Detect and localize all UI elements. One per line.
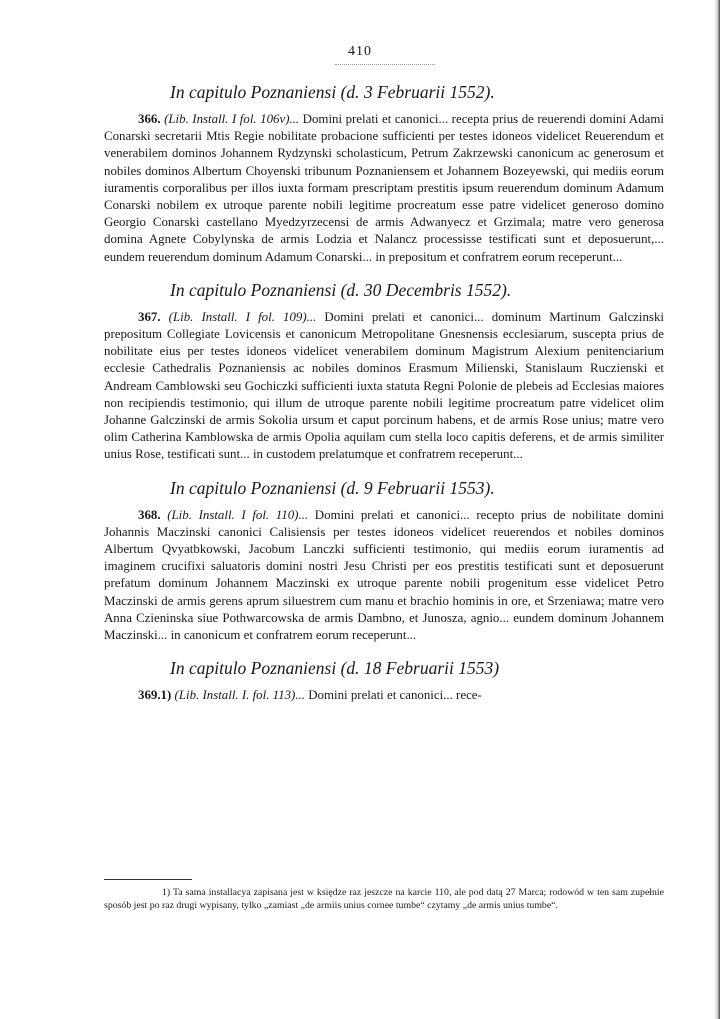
entry-number: 369.1): [138, 688, 172, 703]
footnote-mark: 1): [162, 887, 171, 898]
entry-number: 366.: [138, 112, 161, 126]
section-366: [104, 82, 664, 266]
entry-paragraph: [104, 507, 664, 645]
entry-paragraph: [104, 111, 664, 266]
entry-text: Domini prelati et canonici... recepta prius de reuerendi domini Adami Conarski secretarii Mtis Regie nobilitate probacione sufficienti per testes idoneos videlicet Reuerendum et venerabilem dominos Johannem Rydzynski scholasticum, Petrum Zakrzewski canonicum ac generosum et nobiles dominos Albertum Choyenski tribunum Poznaniensem et Johannem Bozeyewski, qui mediis eorum iuramentis corporalibus per illos iuxta formam prescriptam prestitis ipsum reuerendum dominum Adamum Conarski nobilem ex utroque parente nobili legitime procreatum esse patre videlicet generoso domino Georgio Conarski castellano Myedzyrzecensi de armis Adwanyecz et Grzimala; matre vero generosa domina Agnete Cobylynska de armis Lodzia et Nalancz processisse testificati sunt et deposuerunt,... eundem reuerendum dominum Adamum Conarski... in prepositum et confratrem eorum receperunt...: [104, 112, 664, 264]
section-heading: In capitulo Poznaniensi (d. 9 Februarii 1553).: [170, 477, 495, 498]
entry-text: Domini prelati et canonici... dominum Martinum Galczinski prepositum Collegiate Lovicensis et canonicum Metropolitane Gnesnensis ecclesiarum, suscepta prius de nobilitate eius per testes idoneos videlicet venerabilem dominum Magistrum Alexium penitenciarium ecclesie Cathedralis Poznaniensis ac nobiles dominos Erasmum Milienski, Stanislaum Ruczienski et Andream Camblowski seu Gochiczki sufficienti iuxta statuta Regni Polonie de plebeis ad Ecclesias maiores non recipiendis testimonio, qui illum de utroque parente nobili legitime procreatum patre videlicet olim Johanne Galczinski de armis Sokolia ursum et caput porcinum habens, et de armis Rose unius; matre vero olim Catherina Kamblowska de armis Opolia aquilam cum stella loco capitis deferens, et de armis similiter unius Rose, testificati sunt... in custodem prelatumque et confratrem receperunt...: [104, 309, 664, 462]
page-body: [104, 78, 664, 718]
entry-paragraph: [104, 309, 664, 464]
page-edge-shadow: [714, 0, 720, 1019]
entry-source: (Lib. Install. I fol. 110)...: [167, 507, 309, 522]
entry-source: (Lib. Install. I. fol. 113)...: [174, 688, 305, 703]
section-heading: In capitulo Poznaniensi (d. 3 Februarii 1552).: [170, 82, 495, 102]
footnote-rule: [104, 879, 192, 880]
entry-number: 367.: [138, 309, 161, 324]
entry-number: 368.: [138, 507, 161, 522]
footnote-text: Ta sama installacya zapisana jest w księdze raz jeszcze na karcie 110, ale pod datą 27 Marca; rodowód w ten sam zupełnie sposób jest po raz drugi wypisany, tylko „zamiast „de armiis unius cornee tumbe“ czytamy „de armis unius tumbe“.: [104, 887, 664, 911]
page-number: 410: [348, 44, 372, 59]
section-369: [104, 658, 664, 704]
section-368: [104, 478, 664, 645]
entry-source: (Lib. Install. I fol. 109)...: [168, 309, 317, 324]
entry-paragraph: [104, 687, 664, 704]
entry-text: Domini prelati et canonici... rece-: [305, 688, 482, 703]
section-367: [104, 280, 664, 464]
entry-text: Domini prelati et canonici... recepto prius de nobilitate domini Johannis Maczinski canonici Calisiensis per testes idoneos videlicet reuerendos et nobiles dominos Albertum Qvyatbkowski, Jacobum Lanczki sufficienti testimonio, qui mediis eorum iuramentis ad imaginem crucifixi saluatoris domini nostri Jesu Christi per eos prestitis testificati sunt et deposuerunt prefatum dominum Johannem Maczinski ex utroque parente nobili progenitum esse videlicet Petro Maczinski de armis gerens aprum siluestrem cum manu et brachio hominis in ore, et Srzeniawa; matre vero Anna Czieninska siue Pothwarcowska de armis Dambno, et Junosza, agnio... eundem dominum Johannem Maczinski... in canonicum et confratrem eorum receperunt...: [104, 507, 665, 643]
header-rule: [335, 64, 435, 65]
section-heading: In capitulo Poznaniensi (d. 30 Decembris 1552).: [170, 279, 512, 300]
section-heading: In capitulo Poznaniensi (d. 18 Februarii 1553): [170, 658, 500, 679]
entry-source: (Lib. Install. I fol. 106v)...: [164, 112, 300, 126]
footnote: [104, 886, 664, 912]
